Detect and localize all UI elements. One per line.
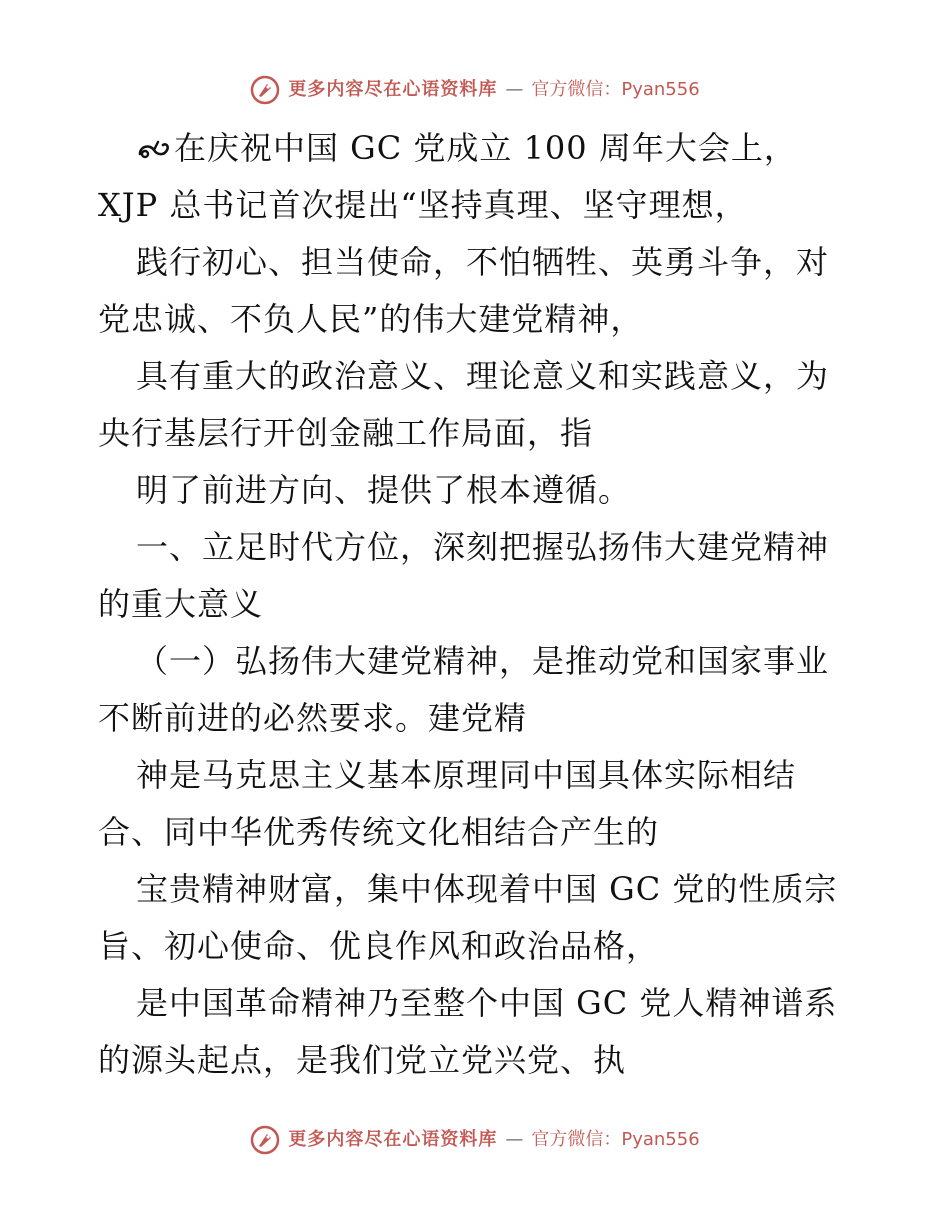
text-line-11: 不断前进的必然要求。建党精 [98,699,528,737]
text-line-1 [98,120,858,177]
text-line-6: 央行基层行开创金融工作局面，指 [98,414,594,452]
text-line-10: （一）弘扬伟大建党精神，是推动党和国家事业 [136,642,830,680]
header-banner-text: 更多内容尽在心语资料库 [288,79,498,100]
document-body [98,120,858,1089]
text-line-15: 旨、初心使命、优良作风和政治品格， [98,927,660,965]
text-line-7: 明了前进方向、提供了根本遵循。 [136,471,632,509]
footer-watermark-banner [0,1120,950,1160]
header-watermark-banner [0,70,950,110]
text-line-9: 的重大意义 [98,585,264,623]
text-line-13: 合、同中华优秀传统文化相结合产生的 [98,813,660,851]
text-line-17: 的源头起点，是我们党立党兴党、执 [98,1041,627,1079]
text-line-4: 党忠诚、不负人民”的伟大建党精神， [98,300,644,338]
text-line-12: 神是马克思主义基本原理同中国具体实际相结 [136,756,797,794]
text-line-5: 具有重大的政治意义、理论意义和实践意义，为 [136,357,830,395]
text-line-3: 践行初心、担当使命，不怕牺牲、英勇斗争，对 [136,243,830,281]
footer-banner-dash: — [505,1129,524,1150]
footer-banner-text: 更多内容尽在心语资料库 [288,1129,498,1150]
footer-banner-contact: 官方微信：Pyan556 [531,1129,700,1150]
pen-nib-logo-icon [250,1125,280,1155]
header-banner-contact: 官方微信：Pyan556 [531,79,700,100]
text-line-16: 是中国革命精神乃至整个中国 GC 党人精神谱系 [136,984,838,1022]
pen-nib-logo-icon [250,75,280,105]
swirl-bullet-icon [136,138,172,162]
text-line-8: 一、立足时代方位，深刻把握弘扬伟大建党精神 [136,528,830,566]
text-line-1-content: 在庆祝中国 GC 党成立 100 周年大会上， [174,129,797,167]
header-banner-dash: — [505,79,524,100]
text-line-2: XJP 总书记首次提出“坚持真理、坚守理想， [98,186,748,224]
text-line-14: 宝贵精神财富，集中体现着中国 GC 党的性质宗 [136,870,838,908]
